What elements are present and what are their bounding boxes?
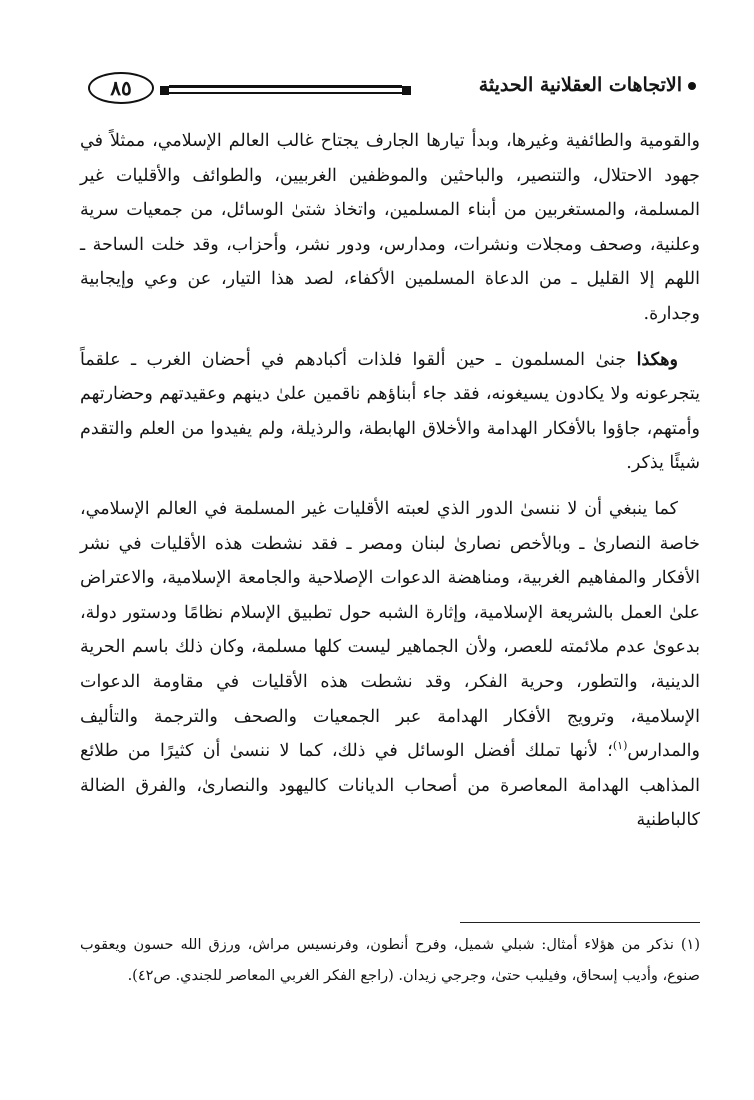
rule-end-square-icon — [160, 86, 169, 95]
footnote-text: (١) نذكر من هؤلاء أمثال: شبلي شميل، وفرح أنطون، وفرنسيس مراش، ورزق الله حسون ويعقوب صنوع، وأديب إسحاق، وفيليب حتىٰ، وجرجي زيدان. (راجع الفكر الغربي المعاصر للجندي. ص٤٢). — [80, 937, 700, 984]
footnote-reference[interactable]: (١) — [612, 739, 628, 753]
paragraph — [80, 124, 700, 332]
paragraph — [80, 492, 700, 838]
footnote — [80, 930, 700, 992]
paragraph — [80, 343, 700, 481]
paragraph-text: كما ينبغي أن لا ننسىٰ الدور الذي لعبته الأقليات غير المسلمة في العالم الإسلامي، خاصة النصارىٰ ـ وبالأخص نصارىٰ لبنان ومصر ـ فقد نشطت هذه الأقليات في نشر الأفكار والمفاهيم الغربية، ومناهضة الدعوات الإصلاحية والجامعة الإسلامية، والاعتراض علىٰ العمل بالشريعة الإسلامية، وإثارة الشبه حول تطبيق الإسلام نظامًا ودستور دولة، بدعوىٰ عدم ملائمته للعصر، ولأن الجماهير ليست كلها مسلمة، وكان ذلك باسم الحرية الدينية، والتطور، وحرية الفكر، وقد نشطت هذه الأقليات في مقاومة الدعوات الإسلامية، وترويج الأفكار الهدامة عبر الجمعيات والصحف والترجمة والتأليف والمدارس — [80, 498, 700, 762]
paragraph-lead-word: وهكذا — [636, 349, 678, 370]
page-number-text: ٨٥ — [110, 76, 132, 100]
footnote-separator — [460, 922, 700, 923]
running-header — [88, 70, 696, 110]
page-number — [88, 72, 154, 104]
paragraph-text: جنىٰ المسلمون ـ حين ألقوا فلذات أكبادهم في أحضان الغرب ـ علقماً يتجرعونه ولا يكادون يسيغونه، فقد جاء أبناؤهم ناقمين علىٰ دينهم وعقيدتهم وحضارتهم وأمتهم، جاؤوا بالأفكار الهدامة والأخلاق الهابطة، والرذيلة، ولم يفيدوا من العلم والتقدم شيئًا يذكر. — [80, 349, 700, 474]
paragraph-text: والقومية والطائفية وغيرها، وبدأ تيارها الجارف يجتاح غالب العالم الإسلامي، ممثلاً في جهود الاحتلال، والتنصير، والباحثين والموظفين الغربيين، والطوائف والأقليات غير المسلمة، والمستغربين من أبناء المسلمين، واتخاذ شتىٰ الوسائل، من جمعيات سرية وعلنية، وصحف ومجلات ونشرات، ومدارس، ودور نشر، وأحزاب، وقد خلت الساحة ـ اللهم إلا القليل ـ من الدعاة المسلمين الأكفاء، لصد هذا التيار، عن وعي وإيجابية وجدارة. — [80, 131, 700, 324]
rule-end-square-icon — [402, 86, 411, 95]
paragraph-text-continued: ؛ لأنها تملك أفضل الوسائل في ذلك، كما لا ننسىٰ أن كثيرًا من طلائع المذاهب الهدامة المعاصرة من أصحاب الديانات كاليهود والنصارىٰ، والفرق الضالة كالباطنية — [80, 741, 700, 831]
bullet-icon — [688, 82, 696, 90]
header-rule-thin — [169, 93, 402, 94]
chapter-title — [479, 74, 696, 96]
main-text — [80, 124, 700, 849]
chapter-title-text: الاتجاهات العقلانية الحديثة — [478, 74, 682, 96]
header-rule — [169, 85, 402, 93]
